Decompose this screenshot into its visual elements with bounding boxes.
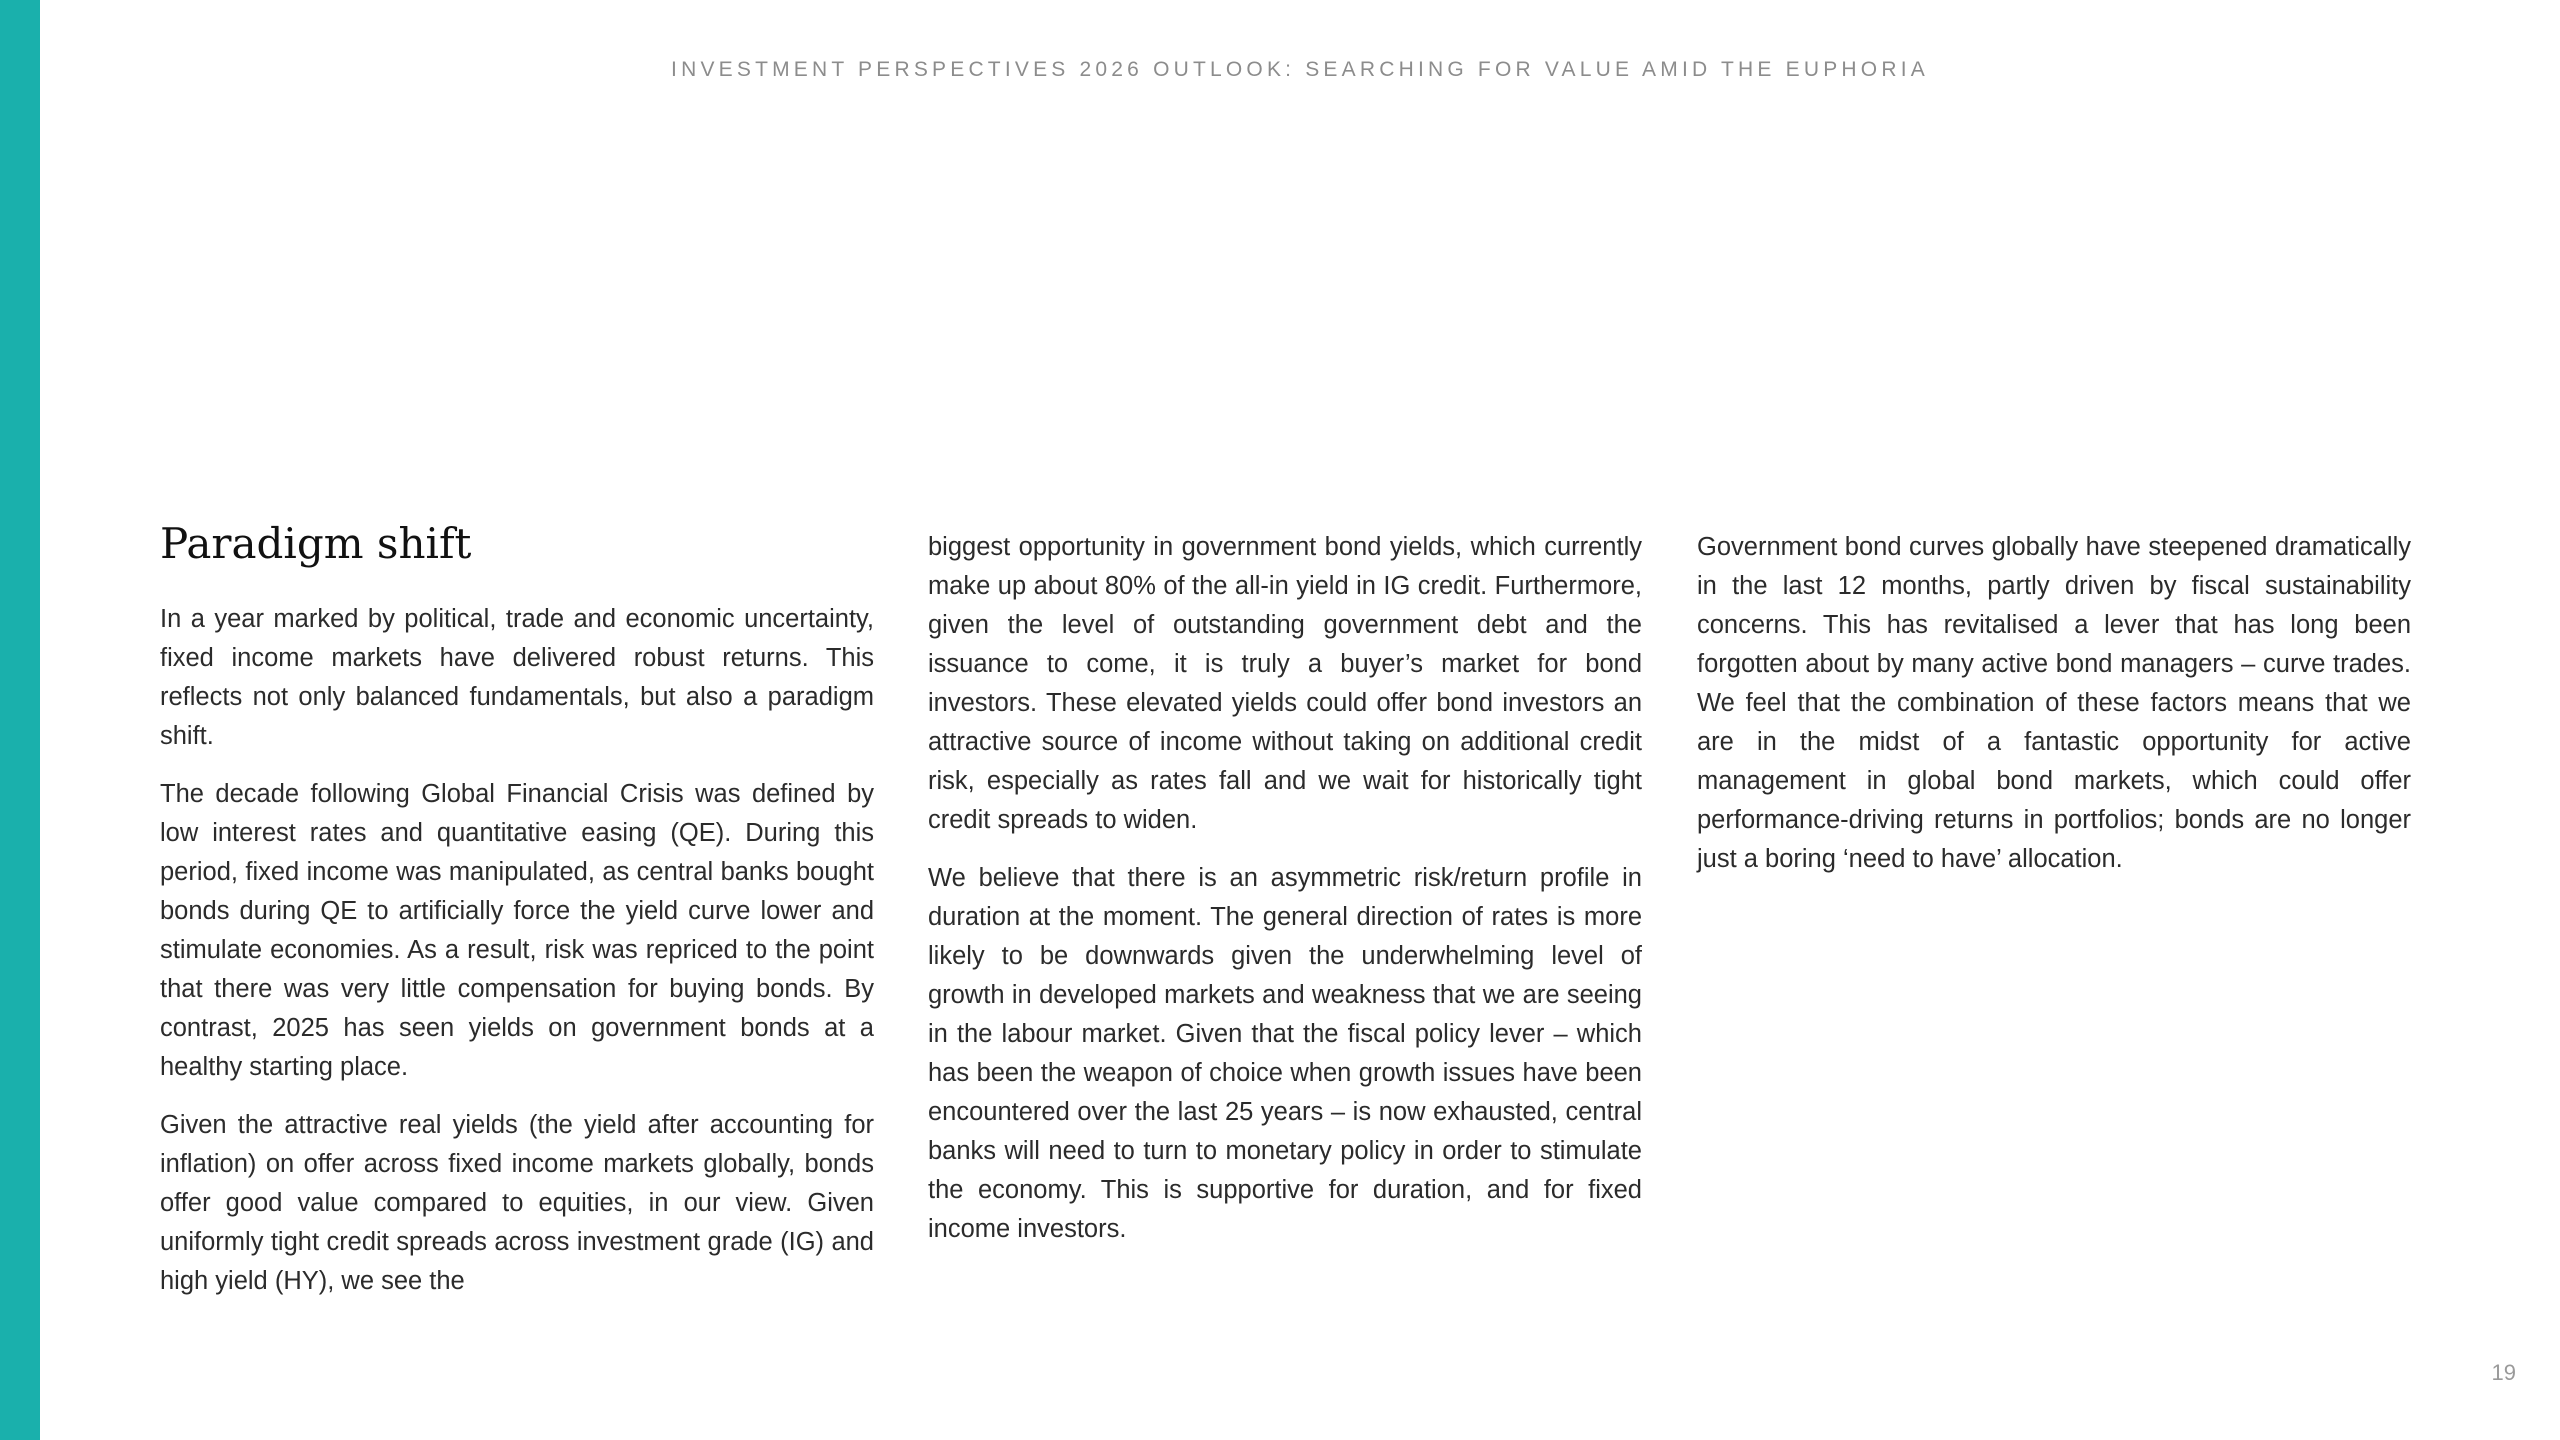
paragraph: We believe that there is an asymmetric risk/return profile in duration at the moment. The general direction of rates is more likely to be downwards given the underwhelming level of growth in developed markets and weakness that we are seeing in the labour market. Given that the fiscal policy lever – which has been the weapon of choice when growth issues have been encountered over the last 25 years – is now exhausted, central banks will need to turn to monetary policy in order to stimulate the economy. This is supportive for duration, and for fixed income investors. bbox=[928, 864, 1642, 1243]
paragraph: Given the attractive real yields (the yield after accounting for inflation) on offer across fixed income markets globally, bonds offer good value compared to equities, in our view. Given uniformly tight credit spreads across investment grade (IG) and high yield (HY), we see the bbox=[160, 1111, 874, 1295]
paragraph: In a year marked by political, trade and economic uncertainty, fixed income markets have delivered robust returns. This reflects not only balanced fundamentals, but also a paradigm shift. bbox=[160, 605, 874, 750]
paragraph: biggest opportunity in government bond yields, which currently make up about 80% of the all-in yield in IG credit. Furthermore, given the level of outstanding government debt and the issuance to come, it is truly a buyer’s market for bond investors. These elevated yields could offer bond investors an attractive source of income without taking on additional credit risk, especially as rates fall and we wait for historically tight credit spreads to widen. bbox=[928, 533, 1642, 834]
section-title: Paradigm shift bbox=[160, 519, 472, 568]
paragraph: Government bond curves globally have steepened dramatically in the last 12 months, partly driven by fiscal sustainability concerns. This has revitalised a lever that has long been forgotten about by many active bond managers – curve trades. We feel that the combination of these factors means that we are in the midst of a fantastic opportunity for active management in global bond markets, which could offer performance-driving returns in portfolios; bonds are no longer just a boring ‘need to have’ allocation. bbox=[1697, 533, 2411, 873]
running-header: INVESTMENT PERSPECTIVES 2026 OUTLOOK: SEARCHING FOR VALUE AMID THE EUPHORIA bbox=[671, 58, 1929, 81]
text-column-left bbox=[160, 518, 874, 1320]
text-column-right bbox=[1697, 528, 2411, 898]
text-column-middle bbox=[928, 528, 1642, 1268]
page-number: 19 bbox=[2491, 1360, 2516, 1385]
paragraph: The decade following Global Financial Crisis was defined by low interest rates and quantitative easing (QE). During this period, fixed income was manipulated, as central banks bought bonds during QE to artificially force the yield curve lower and stimulate economies. As a result, risk was repriced to the point that there was very little compensation for buying bonds. By contrast, 2025 has seen yields on government bonds at a healthy starting place. bbox=[160, 780, 874, 1081]
accent-sidebar-bar bbox=[0, 0, 40, 1440]
